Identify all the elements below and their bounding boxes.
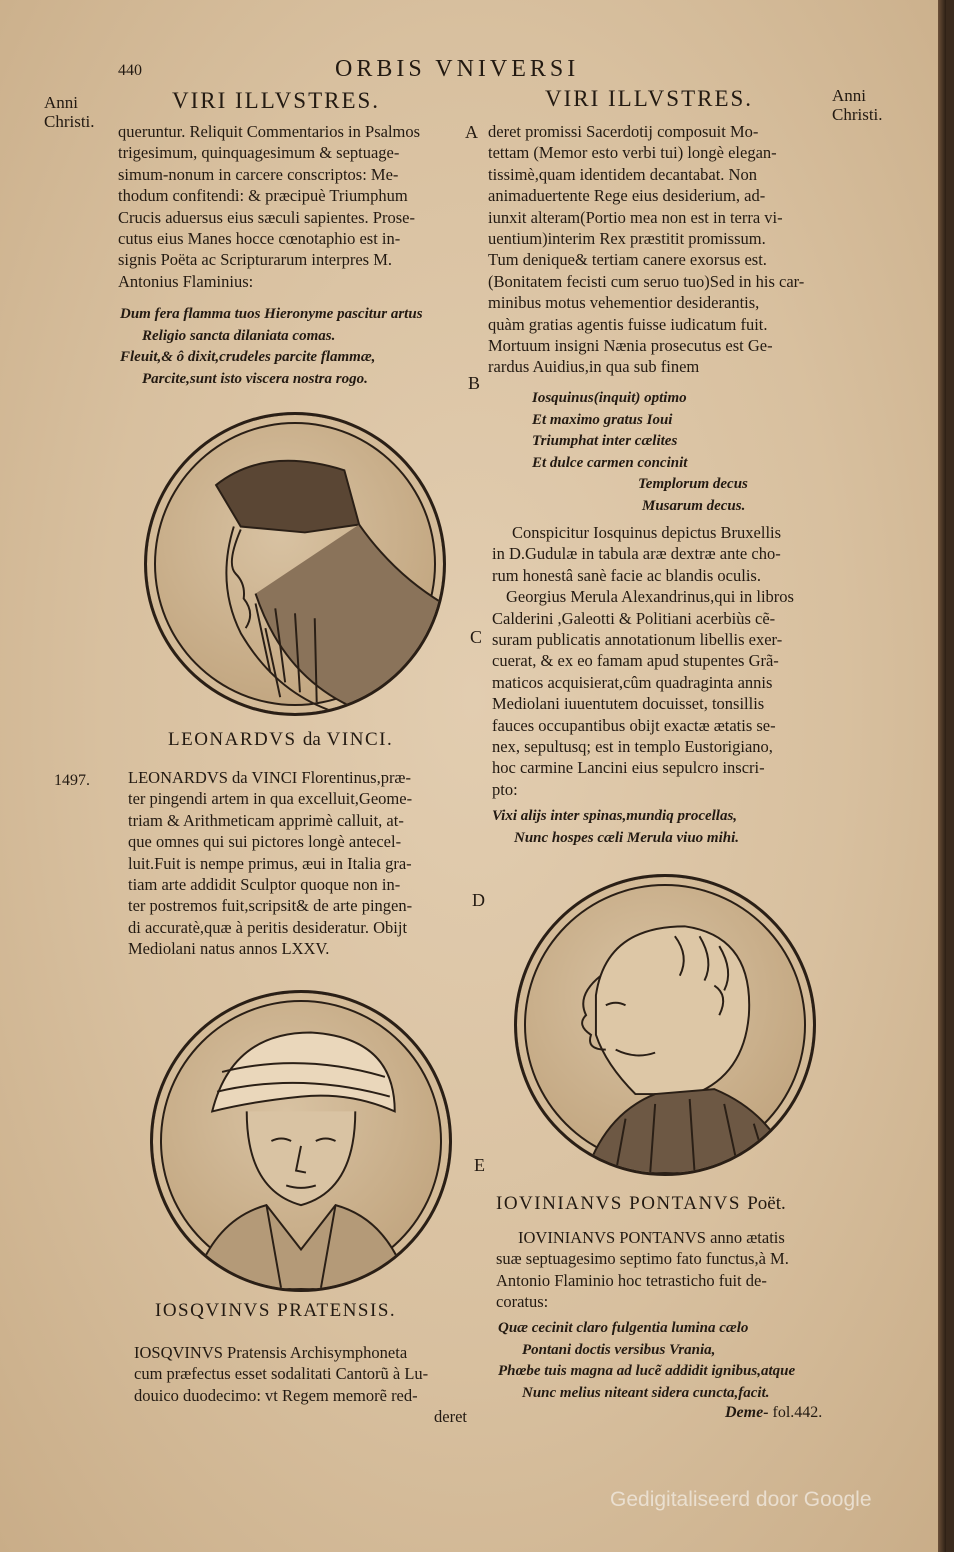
text-line: Crucis aduersus eius sæculi sapientes. Prose- xyxy=(118,207,415,227)
running-head: ORBIS VNIVERSI xyxy=(335,56,580,82)
merula-text xyxy=(492,522,794,800)
margin-letter-d: D xyxy=(472,890,485,910)
text-line: Antonius Flaminius: xyxy=(118,271,254,291)
text-line: suæ septuagesimo septimo fato functus,à M. xyxy=(496,1249,789,1269)
page-edge xyxy=(938,0,946,1552)
footer-catchline xyxy=(725,1404,822,1422)
verse-line: Dum fera flamma tuos Hieronyme pascitur artus xyxy=(120,306,423,322)
merula-verse xyxy=(492,806,739,849)
text-line: triam & Arithmeticam apprimè calluit, at- xyxy=(128,810,404,830)
text-line: maticos acquisierat,cûm quadraginta annis xyxy=(492,672,773,692)
text-line: nex, sepultusq; est in templo Eustorigiano, xyxy=(492,737,773,757)
text-line: uentium)interim Rex præstitit promissum. xyxy=(488,229,766,249)
verse-line: Nunc hospes cæli Merula viuo mihi. xyxy=(514,829,740,846)
caption-connector: da xyxy=(302,729,321,750)
verse-line: Templorum decus xyxy=(638,476,748,492)
text-line: Georgius Merula Alexandrinus,qui in libros xyxy=(506,587,794,607)
portrait-2-caption: IOSQVINVS PRATENSIS. xyxy=(155,1300,397,1321)
text-line: luit.Fuit is nempe primus, æui in Italia gra- xyxy=(128,853,412,873)
text-line: Calderini ,Galeotti & Politiani acerbiùs cẽ- xyxy=(492,608,776,628)
text-line: Antonio Flaminio hoc tetrasticho fuit de- xyxy=(496,1270,767,1290)
text-line: simum-nonum in carcere conscriptos: Me- xyxy=(118,164,399,184)
text-line: tettam (Memor esto verbi tui) longè elegan- xyxy=(488,143,777,163)
text-line: thodum confitendi: & præcipuè Triumphum xyxy=(118,186,408,206)
text-line: tiam arte addidit Sculptor quoque non in- xyxy=(128,875,401,895)
verse-line: Fleuit,& ô dixit,crudeles parcite flammæ, xyxy=(120,349,376,365)
josquin-text xyxy=(134,1342,467,1428)
text-line: IOSQVINVS Pratensis Archisymphoneta xyxy=(134,1343,408,1362)
folio-reference: fol.442. xyxy=(772,1404,823,1421)
text-line: ter pingendi artem in qua excelluit,Geome- xyxy=(128,789,413,809)
verse-line: Phœbe tuis magna ad lucẽ addidit ignibus,atque xyxy=(498,1363,796,1379)
text-line: rardus Auidius,in qua sub finem xyxy=(488,357,700,377)
text-line: deret xyxy=(434,1407,467,1427)
margin-label-left-line1: Anni xyxy=(44,93,78,112)
page-number: 440 xyxy=(118,62,142,79)
text-line: queruntur. Reliquit Commentarios in Psalmos xyxy=(118,122,421,141)
margin-label-right-line2: Christi. xyxy=(832,105,883,124)
digitization-watermark: Gedigitaliseerd door Google xyxy=(610,1488,872,1511)
text-line: Mortuum insigni Nænia prosecutus est Ge- xyxy=(488,336,773,356)
portrait-iovinianus-pontanus xyxy=(514,874,816,1176)
margin-label-left-line2: Christi. xyxy=(44,112,95,131)
caption-name: LEONARDVS xyxy=(168,729,297,750)
caption-title: Poët. xyxy=(747,1193,786,1214)
right-column-intro xyxy=(488,121,804,378)
text-line: Conspicitur Iosquinus depictus Bruxellis xyxy=(512,523,782,542)
year-1497: 1497. xyxy=(54,772,90,789)
margin-label-right-line1: Anni xyxy=(832,86,866,105)
left-column-verse xyxy=(120,304,423,390)
text-line: quàm gratias agentis fuisse iudicatum fuit. xyxy=(488,314,768,334)
verse-line: Parcite,sunt isto viscera nostra rogo. xyxy=(142,370,368,387)
verse-line: Religio sancta dilaniata comas. xyxy=(142,327,336,344)
portrait-iosquinus-pratensis xyxy=(150,990,452,1292)
text-line: cuerat, & ex eo famam apud stupentes Grã- xyxy=(492,651,779,671)
text-line: in D.Gudulæ in tabula aræ dextræ ante cho- xyxy=(492,544,781,564)
text-line: douico duodecimo: vt Regem memorẽ red- xyxy=(134,1385,418,1405)
verse-line: Et dulce carmen concinit xyxy=(532,454,688,471)
text-line: Mediolani natus annos LXXV. xyxy=(128,939,330,959)
text-line: signis Poëta ac Scripturarum interpres M. xyxy=(118,250,393,270)
text-line: (Bonitatem fecisti cum seruo tuo)Sed in his car- xyxy=(488,271,805,291)
pontanus-verse xyxy=(498,1318,795,1404)
margin-letter-c: C xyxy=(470,627,483,647)
text-line: cutus eius Manes hocce cœnotaphio est in- xyxy=(118,229,401,249)
text-line: pto: xyxy=(492,779,518,799)
text-line: animaduertente Rege eius desiderium, ad- xyxy=(488,186,766,206)
text-line: hoc carmine Lancini eius sepulcro inscri- xyxy=(492,758,765,778)
portrait-leonardo-da-vinci xyxy=(144,412,446,716)
text-line: deret promissi Sacerdotij composuit Mo- xyxy=(488,122,759,141)
margin-label-right xyxy=(832,86,883,124)
caption-name: IOVINIANVS PONTANVS xyxy=(496,1193,741,1214)
catchword: Deme- xyxy=(725,1404,769,1421)
portrait-1-caption xyxy=(168,729,393,751)
text-line: ter postremos fuit,scripsit& de arte pingen- xyxy=(128,896,413,916)
text-line: trigesimum, quinquagesimum & septuage- xyxy=(118,143,400,163)
verse-line: Et maximo gratus Ioui xyxy=(532,411,673,428)
text-line: cum præfectus esset sodalitati Cantorũ à Lu- xyxy=(134,1364,429,1384)
text-line: fauces occupantibus obijt exactæ ætatis se- xyxy=(492,715,776,735)
text-line: Tum denique& tertiam canere exorsus est. xyxy=(488,250,767,270)
right-section-title: VIRI ILLVSTRES. xyxy=(545,86,754,111)
verse-line: Iosquinus(inquit) optimo xyxy=(532,390,687,406)
right-column-verse xyxy=(532,388,748,517)
text-line: minibus motus vehementior desiderantis, xyxy=(488,293,760,313)
caption-surname: VINCI. xyxy=(326,729,394,750)
text-line: que omnes qui sui pictores longè antecel- xyxy=(128,832,402,852)
text-line: rum honestâ sanè facie ac blandis oculis. xyxy=(492,565,761,585)
portrait-3-caption xyxy=(496,1193,786,1215)
leonardo-text xyxy=(128,767,412,960)
verse-line: Musarum decus. xyxy=(642,497,746,514)
text-line: coratus: xyxy=(496,1292,549,1312)
left-column-intro xyxy=(118,121,420,292)
text-line: di accuratè,quæ à peritis desideratur. Obijt xyxy=(128,917,408,937)
text-line: suram publicatis annotationum libellis exer- xyxy=(492,630,783,650)
pontanus-text xyxy=(496,1227,789,1313)
verse-line: Quæ cecinit claro fulgentia lumina cælo xyxy=(498,1320,749,1336)
margin-letter-a: A xyxy=(465,122,478,142)
text-line: iunxit alteram(Portio mea non est in terra vi- xyxy=(488,207,783,227)
margin-label-left xyxy=(44,93,95,131)
text-line: LEONARDVS da VINCI Florentinus,præ- xyxy=(128,768,411,787)
verse-line: Vixi alijs inter spinas,mundiq procellas, xyxy=(492,808,738,824)
margin-letter-e: E xyxy=(474,1155,485,1175)
text-line: IOVINIANVS PONTANVS anno ætatis xyxy=(518,1228,785,1247)
text-line: Mediolani iuuentutem docuisset, tonsillis xyxy=(492,694,765,714)
margin-letter-b: B xyxy=(468,373,481,393)
text-line: tissimè,quam identidem decantabat. Non xyxy=(488,164,757,184)
verse-line: Pontani doctis versibus Vrania, xyxy=(522,1341,716,1358)
verse-line: Nunc melius niteant sidera cuncta,facit. xyxy=(522,1384,770,1401)
verse-line: Triumphat inter cælites xyxy=(532,433,678,449)
left-section-title: VIRI ILLVSTRES. xyxy=(172,88,381,113)
